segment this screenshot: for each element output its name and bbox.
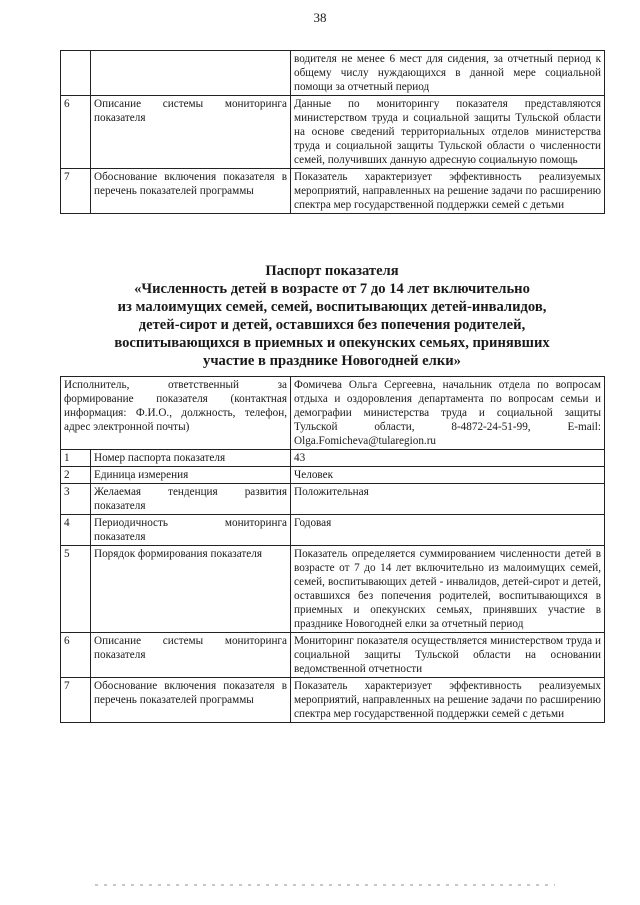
table-row — [61, 169, 605, 214]
table-row — [61, 515, 605, 546]
row-number: 3 — [61, 484, 91, 515]
indicator-table-continued — [60, 50, 605, 214]
row-label: Обоснование включения показателя в перечень показателей программы — [91, 169, 291, 214]
row-label: Обоснование включения показателя в перечень показателей программы — [91, 678, 291, 723]
table-row — [61, 96, 605, 169]
table-row — [61, 546, 605, 633]
passport-heading — [60, 262, 604, 370]
scan-artifact-line — [95, 884, 555, 886]
row-value: Мониторинг показателя осуществляется министерством труда и социальной защиты Тульской области на основании ведомственной отчетности — [291, 633, 605, 678]
heading-line: из малоимущих семей, семей, воспитывающих детей-инвалидов, — [117, 299, 547, 315]
row-number: 7 — [61, 169, 91, 214]
table-row — [61, 633, 605, 678]
row-value: Человек — [291, 467, 605, 484]
row-number: 1 — [61, 450, 91, 467]
heading-line: «Численность детей в возрасте от 7 до 14 лет включительно — [134, 281, 530, 297]
row-label: Номер паспорта показателя — [91, 450, 291, 467]
executor-label: Исполнитель, ответственный за формирование показателя (контактная информация: Ф.И.О., должность, телефон, адрес электронной почты) — [61, 377, 291, 450]
row-value: Данные по мониторингу показателя представляются министерством труда и социальной защиты Тульской области на основе сведений территориальных отделов министерства труда и социальной защиты Тульской области о численности семей, получивших данную адресную социальную помощь — [291, 96, 605, 169]
row-value: Показатель определяется суммированием численности детей в возрасте от 7 до 14 лет включительно из малоимущих семей, семей, воспитывающих детей - инвалидов, детей-сирот и детей, оставшихся без попечения родителей, воспитывающихся в приемных и опекунских семьях, принявших участие в празднике Новогодней елки за отчетный период — [291, 546, 605, 633]
indicator-passport-table — [60, 376, 605, 723]
row-number: 6 — [61, 96, 91, 169]
table-row — [61, 678, 605, 723]
executor-value: Фомичева Ольга Сергеевна, начальник отдела по вопросам отдыха и оздоровления департамента по вопросам семьи и демографии министерства труда и социальной защиты Тульской области, 8-4872-24-51-99, E-mail: Olga.Fomicheva@tularegion.ru — [291, 377, 605, 450]
row-value: Годовая — [291, 515, 605, 546]
table-row — [61, 450, 605, 467]
row-label: Единица измерения — [91, 467, 291, 484]
row-label: Описание системы мониторинга показателя — [91, 633, 291, 678]
row-number: 2 — [61, 467, 91, 484]
page-number: 38 — [313, 10, 327, 25]
row-number: 4 — [61, 515, 91, 546]
table-row — [61, 467, 605, 484]
table-row — [61, 377, 605, 450]
row-label — [91, 51, 291, 96]
row-label: Описание системы мониторинга показателя — [91, 96, 291, 169]
row-number: 6 — [61, 633, 91, 678]
heading-line: детей-сирот и детей, оставшихся без попечения родителей, — [138, 317, 526, 333]
row-label: Порядок формирования показателя — [91, 546, 291, 633]
row-label: Желаемая тенденция развития показателя — [91, 484, 291, 515]
row-label: Периодичность мониторинга показателя — [91, 515, 291, 546]
table-row — [61, 51, 605, 96]
row-value: Показатель характеризует эффективность реализуемых мероприятий, направленных на решение задачи по расширению спектра мер государственной поддержки семей с детьми — [291, 678, 605, 723]
heading-line: Паспорт показателя — [265, 263, 399, 279]
heading-line: воспитывающихся в приемных и опекунских семьях, принявших — [114, 335, 550, 351]
row-value: Показатель характеризует эффективность реализуемых мероприятий, направленных на решение задачи по расширению спектра мер государственной поддержки семей с детьми — [291, 169, 605, 214]
table-row — [61, 484, 605, 515]
heading-line: участие в празднике Новогодней елки» — [203, 353, 461, 369]
row-number — [61, 51, 91, 96]
row-value: 43 — [291, 450, 605, 467]
row-value: водителя не менее 6 мест для сидения, за отчетный период к общему числу нуждающихся в данной мере социальной помощи за отчетный период — [291, 51, 605, 96]
row-number: 5 — [61, 546, 91, 633]
row-number: 7 — [61, 678, 91, 723]
row-value: Положительная — [291, 484, 605, 515]
